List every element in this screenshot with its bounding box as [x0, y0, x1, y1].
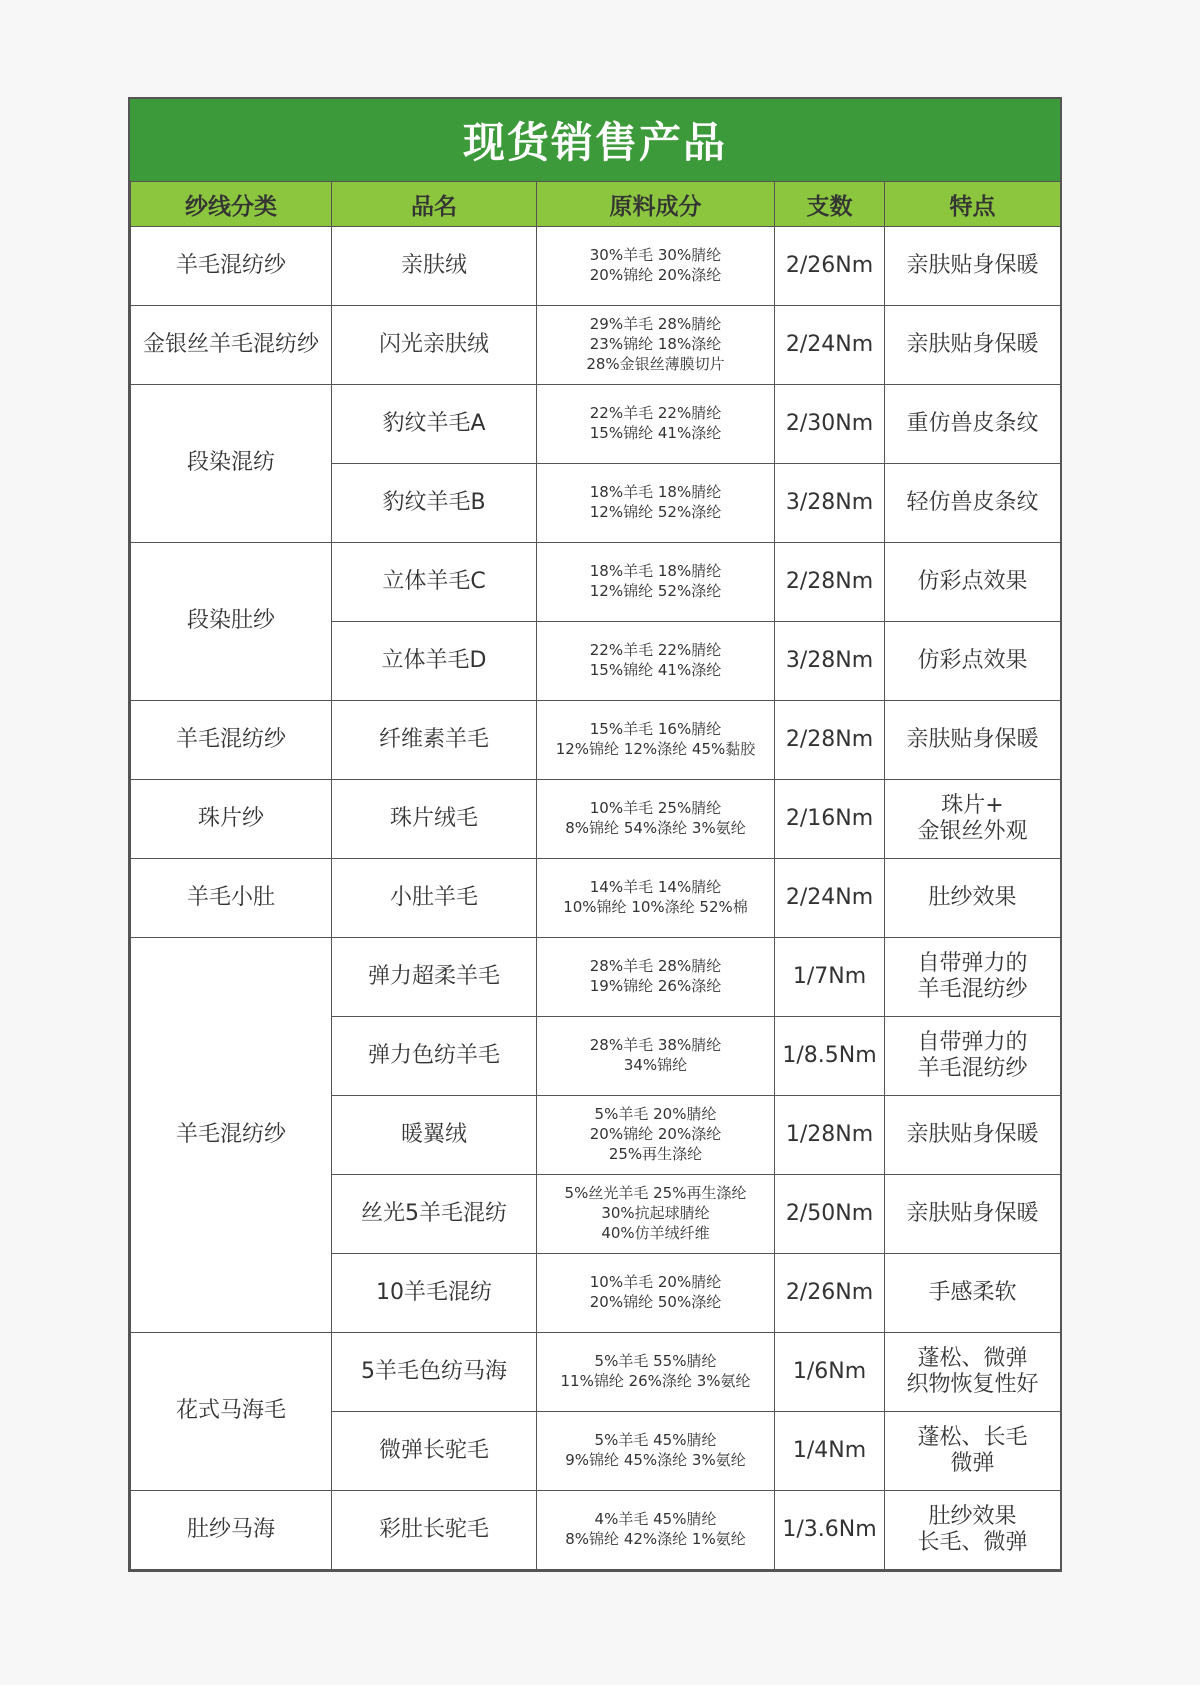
feature-cell: 蓬松、微弹 织物恢复性好	[885, 1333, 1061, 1412]
header-row	[131, 182, 1061, 227]
product-name-cell: 闪光亲肤绒	[332, 306, 537, 385]
product-name-cell: 彩肚长驼毛	[332, 1491, 537, 1570]
composition-cell: 15%羊毛 16%腈纶 12%锦纶 12%涤纶 45%黏胶	[537, 701, 775, 780]
composition-cell: 29%羊毛 28%腈纶 23%锦纶 18%涤纶 28%金银丝薄膜切片	[537, 306, 775, 385]
yarn-count-cell: 1/28Nm	[775, 1096, 885, 1175]
feature-cell: 蓬松、长毛 微弹	[885, 1412, 1061, 1491]
product-name-cell: 弹力色纺羊毛	[332, 1017, 537, 1096]
feature-cell: 肚纱效果 长毛、微弹	[885, 1491, 1061, 1570]
category-cell: 羊毛小肚	[131, 859, 332, 938]
feature-cell: 轻仿兽皮条纹	[885, 464, 1061, 543]
product-name-cell: 弹力超柔羊毛	[332, 938, 537, 1017]
header-composition: 原料成分	[537, 182, 775, 227]
category-cell: 羊毛混纺纱	[131, 227, 332, 306]
composition-cell: 5%羊毛 20%腈纶 20%锦纶 20%涤纶 25%再生涤纶	[537, 1096, 775, 1175]
feature-cell: 珠片+ 金银丝外观	[885, 780, 1061, 859]
header-count: 支数	[775, 182, 885, 227]
table-row	[131, 1333, 1061, 1412]
feature-cell: 亲肤贴身保暖	[885, 701, 1061, 780]
composition-cell: 5%丝光羊毛 25%再生涤纶 30%抗起球腈纶 40%仿羊绒纤维	[537, 1175, 775, 1254]
feature-cell: 手感柔软	[885, 1254, 1061, 1333]
product-name-cell: 纤维素羊毛	[332, 701, 537, 780]
yarn-count-cell: 2/24Nm	[775, 306, 885, 385]
product-name-cell: 亲肤绒	[332, 227, 537, 306]
feature-cell: 亲肤贴身保暖	[885, 1096, 1061, 1175]
composition-cell: 5%羊毛 55%腈纶 11%锦纶 26%涤纶 3%氨纶	[537, 1333, 775, 1412]
category-cell: 羊毛混纺纱	[131, 938, 332, 1333]
table-row	[131, 385, 1061, 464]
table-row	[131, 701, 1061, 780]
yarn-count-cell: 1/4Nm	[775, 1412, 885, 1491]
composition-cell: 10%羊毛 25%腈纶 8%锦纶 54%涤纶 3%氨纶	[537, 780, 775, 859]
composition-cell: 28%羊毛 38%腈纶 34%锦纶	[537, 1017, 775, 1096]
sheet-title: 现货销售产品	[130, 99, 1060, 181]
category-cell: 肚纱马海	[131, 1491, 332, 1570]
product-name-cell: 豹纹羊毛A	[332, 385, 537, 464]
header-feature: 特点	[885, 182, 1061, 227]
yarn-count-cell: 2/26Nm	[775, 1254, 885, 1333]
table-row	[131, 543, 1061, 622]
feature-cell: 亲肤贴身保暖	[885, 1175, 1061, 1254]
category-cell: 羊毛混纺纱	[131, 701, 332, 780]
yarn-count-cell: 3/28Nm	[775, 464, 885, 543]
composition-cell: 5%羊毛 45%腈纶 9%锦纶 45%涤纶 3%氨纶	[537, 1412, 775, 1491]
composition-cell: 28%羊毛 28%腈纶 19%锦纶 26%涤纶	[537, 938, 775, 1017]
category-cell: 金银丝羊毛混纺纱	[131, 306, 332, 385]
composition-cell: 22%羊毛 22%腈纶 15%锦纶 41%涤纶	[537, 622, 775, 701]
product-name-cell: 立体羊毛C	[332, 543, 537, 622]
yarn-count-cell: 2/50Nm	[775, 1175, 885, 1254]
yarn-count-cell: 2/26Nm	[775, 227, 885, 306]
header-name: 品名	[332, 182, 537, 227]
product-name-cell: 丝光5羊毛混纺	[332, 1175, 537, 1254]
category-cell: 珠片纱	[131, 780, 332, 859]
feature-cell: 重仿兽皮条纹	[885, 385, 1061, 464]
yarn-count-cell: 1/3.6Nm	[775, 1491, 885, 1570]
composition-cell: 30%羊毛 30%腈纶 20%锦纶 20%涤纶	[537, 227, 775, 306]
yarn-count-cell: 2/16Nm	[775, 780, 885, 859]
feature-cell: 仿彩点效果	[885, 543, 1061, 622]
yarn-count-cell: 2/28Nm	[775, 543, 885, 622]
composition-cell: 18%羊毛 18%腈纶 12%锦纶 52%涤纶	[537, 464, 775, 543]
table-row	[131, 227, 1061, 306]
yarn-count-cell: 1/6Nm	[775, 1333, 885, 1412]
table-row	[131, 859, 1061, 938]
product-table	[130, 181, 1061, 1570]
feature-cell: 亲肤贴身保暖	[885, 306, 1061, 385]
composition-cell: 22%羊毛 22%腈纶 15%锦纶 41%涤纶	[537, 385, 775, 464]
feature-cell: 肚纱效果	[885, 859, 1061, 938]
yarn-count-cell: 2/30Nm	[775, 385, 885, 464]
composition-cell: 18%羊毛 18%腈纶 12%锦纶 52%涤纶	[537, 543, 775, 622]
product-name-cell: 珠片绒毛	[332, 780, 537, 859]
yarn-count-cell: 2/28Nm	[775, 701, 885, 780]
yarn-count-cell: 1/7Nm	[775, 938, 885, 1017]
product-name-cell: 10羊毛混纺	[332, 1254, 537, 1333]
feature-cell: 亲肤贴身保暖	[885, 227, 1061, 306]
yarn-count-cell: 3/28Nm	[775, 622, 885, 701]
product-name-cell: 立体羊毛D	[332, 622, 537, 701]
product-name-cell: 暖翼绒	[332, 1096, 537, 1175]
product-name-cell: 小肚羊毛	[332, 859, 537, 938]
feature-cell: 仿彩点效果	[885, 622, 1061, 701]
table-row	[131, 306, 1061, 385]
table-body	[131, 227, 1061, 1570]
yarn-count-cell: 1/8.5Nm	[775, 1017, 885, 1096]
product-name-cell: 5羊毛色纺马海	[332, 1333, 537, 1412]
category-cell: 花式马海毛	[131, 1333, 332, 1491]
yarn-count-cell: 2/24Nm	[775, 859, 885, 938]
table-row	[131, 938, 1061, 1017]
product-name-cell: 豹纹羊毛B	[332, 464, 537, 543]
product-sheet	[128, 97, 1062, 1572]
category-cell: 段染混纺	[131, 385, 332, 543]
composition-cell: 10%羊毛 20%腈纶 20%锦纶 50%涤纶	[537, 1254, 775, 1333]
header-category: 纱线分类	[131, 182, 332, 227]
composition-cell: 4%羊毛 45%腈纶 8%锦纶 42%涤纶 1%氨纶	[537, 1491, 775, 1570]
category-cell: 段染肚纱	[131, 543, 332, 701]
product-name-cell: 微弹长驼毛	[332, 1412, 537, 1491]
composition-cell: 14%羊毛 14%腈纶 10%锦纶 10%涤纶 52%棉	[537, 859, 775, 938]
feature-cell: 自带弹力的 羊毛混纺纱	[885, 938, 1061, 1017]
table-row	[131, 780, 1061, 859]
table-row	[131, 1491, 1061, 1570]
feature-cell: 自带弹力的 羊毛混纺纱	[885, 1017, 1061, 1096]
